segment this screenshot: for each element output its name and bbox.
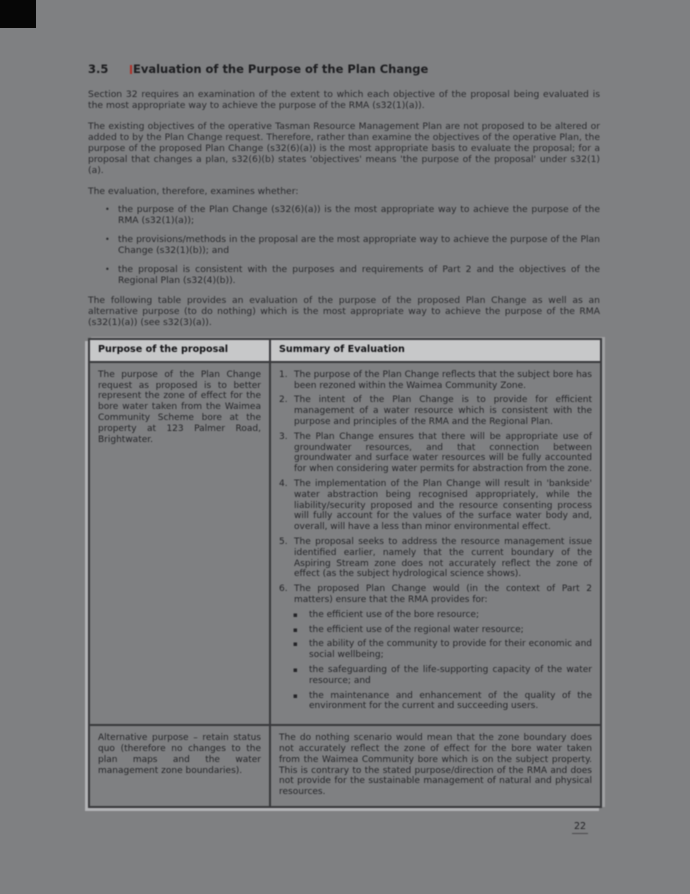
- evaluation-bullet-list: [88, 204, 600, 286]
- sub-list-item: [293, 625, 592, 636]
- sub-item-text: the maintenance and enhancement of the quality of the environment for the current and succeeding users.: [309, 690, 592, 712]
- scan-artifact-corner: [0, 0, 36, 28]
- bullet-icon: •: [105, 265, 110, 274]
- column-header-purpose: Purpose of the proposal: [89, 339, 270, 362]
- evaluation-table: [88, 338, 602, 808]
- sub-bullet-list: [279, 610, 592, 712]
- evaluation-item: [279, 479, 592, 533]
- column-header-summary: Summary of Evaluation: [270, 339, 601, 362]
- item-text: The proposed Plan Change would (in the context of Part 2 matters) ensure that the RMA provides for:: [294, 584, 592, 605]
- sub-list-item: [293, 691, 592, 713]
- bullet-text: the provisions/methods in the proposal are the most appropriate way to achieve the purpose of the Plan Change (s32(1)(b)); and: [118, 234, 600, 256]
- evaluation-item: [279, 432, 592, 475]
- bullet-icon: •: [105, 235, 110, 244]
- item-number: 6.: [279, 584, 288, 595]
- item-text: The Plan Change ensures that there will be appropriate use of groundwater resources, and that connection between groundwater and surface water resources will be fully accounted for when considering water permits for abstraction from the zone.: [294, 431, 592, 475]
- bullet-text: the proposal is consistent with the purposes and requirements of Part 2 and the objectives of the Regional Plan (s32(4)(b)).: [118, 264, 600, 286]
- square-bullet-icon: ▪: [293, 665, 298, 674]
- table-row: [89, 725, 601, 807]
- item-number: 3.: [279, 431, 288, 442]
- item-text: The do nothing scenario would mean that the zone boundary does not accurately reflect the zone of effect for the bore water taken from the Waimea Community bore which is on the subject property. This is contrary to the stated purpose/direction of the RMA and does not provide for the sustainable management of natural and physical resources.: [279, 733, 592, 798]
- sub-item-text: the ability of the community to provide for their economic and social wellbeing;: [309, 639, 592, 661]
- page-content: [88, 62, 600, 832]
- alternative-purpose-cell: Alternative purpose – retain status quo (therefore no changes to the plan maps and the water management zone boundaries).: [89, 725, 270, 807]
- evaluation-item: [279, 584, 592, 606]
- sub-item-text: the safeguarding of the life-supporting capacity of the water resource; and: [309, 664, 592, 686]
- sub-list-item: [293, 639, 592, 661]
- square-bullet-icon: ▪: [293, 691, 298, 700]
- bullet-icon: •: [105, 205, 110, 214]
- page-number: 22: [574, 820, 587, 832]
- square-bullet-icon: ▪: [293, 640, 298, 649]
- item-text: The intent of the Plan Change is to provide for efficient management of a water resource which is consistent with the purpose and principles of the RMA and the Regional Plan.: [294, 395, 592, 427]
- evaluation-item: [279, 395, 592, 427]
- sub-list-item: [293, 665, 592, 687]
- table-row: [89, 362, 601, 725]
- square-bullet-icon: ▪: [293, 610, 298, 619]
- item-number: 1.: [279, 369, 288, 380]
- square-bullet-icon: ▪: [293, 625, 298, 634]
- sub-item-text: the efficient use of the bore resource;: [309, 609, 479, 620]
- bullet-text: the purpose of the Plan Change (s32(6)(a)) is the most appropriate way to achieve the purpose of the RMA (s32(1)(a));: [118, 204, 600, 226]
- item-text: The purpose of the Plan Change reflects that the subject bore has been rezoned within the Waimea Community Zone.: [294, 369, 592, 391]
- section-number: 3.5: [88, 62, 109, 76]
- section-title: Evaluation of the Purpose of the Plan Change: [133, 62, 429, 76]
- item-number: 2.: [279, 395, 288, 406]
- evaluation-item: [279, 537, 592, 580]
- sub-list-item: [293, 610, 592, 621]
- item-text: The proposal seeks to address the resource management issue identified earlier, namely that the current boundary of the Aspiring Stream zone does not accurately reflect the zone of effect (as the subject hydrological science shows).: [294, 536, 592, 580]
- evaluation-cell: [270, 362, 601, 725]
- section-heading: [88, 62, 600, 76]
- sub-item-text: the efficient use of the regional water resource;: [309, 624, 524, 635]
- table-header-row: [89, 339, 601, 362]
- item-number: 4.: [279, 478, 288, 489]
- paragraph-existing-objectives: The existing objectives of the operative Tasman Resource Management Plan are not proposed to be altered or added to by the Plan Change request. Therefore, rather than examine the objectives of the operative Plan, the purpose of the proposed Plan Change (s32(6)(a)) is the most appropriate basis to evaluate the proposal; for a proposal that changes a plan, s32(6)(b) states 'objectives' means 'the purpose of the proposal' under s32(1)(a).: [88, 121, 600, 176]
- list-item: [88, 234, 600, 256]
- item-text: The implementation of the Plan Change will result in 'bankside' water abstraction being recognised appropriately, while the liability/security proposed and the resource consenting process will fully account for the values of the surface water body and, overall, will have a less than minor environmental effect.: [294, 478, 592, 533]
- list-item: [88, 204, 600, 226]
- evaluation-item: [279, 370, 592, 392]
- alternative-evaluation-cell: [270, 725, 601, 807]
- revision-mark: [130, 65, 132, 74]
- purpose-cell: The purpose of the Plan Change request as proposed is to better represent the zone of effect for the bore water taken from the Waimea Community Scheme bore at the property at 123 Palmer Road, Brightwater.: [89, 362, 270, 725]
- item-number: 5.: [279, 536, 288, 547]
- list-item: [88, 264, 600, 286]
- paragraph-s32-requirement: Section 32 requires an examination of the extent to which each objective of the proposal being evaluated is the most appropriate way to achieve the purpose of the RMA (s32(1)(a)).: [88, 89, 600, 111]
- paragraph-table-intro: The following table provides an evaluation of the purpose of the proposed Plan Change as well as an alternative purpose (to do nothing) which is the most appropriate way to achieve the purpose of the RMA (s32(1)(a)) (see s32(3)(a)).: [88, 295, 600, 328]
- evaluation-lead-in: The evaluation, therefore, examines whether:: [88, 186, 299, 197]
